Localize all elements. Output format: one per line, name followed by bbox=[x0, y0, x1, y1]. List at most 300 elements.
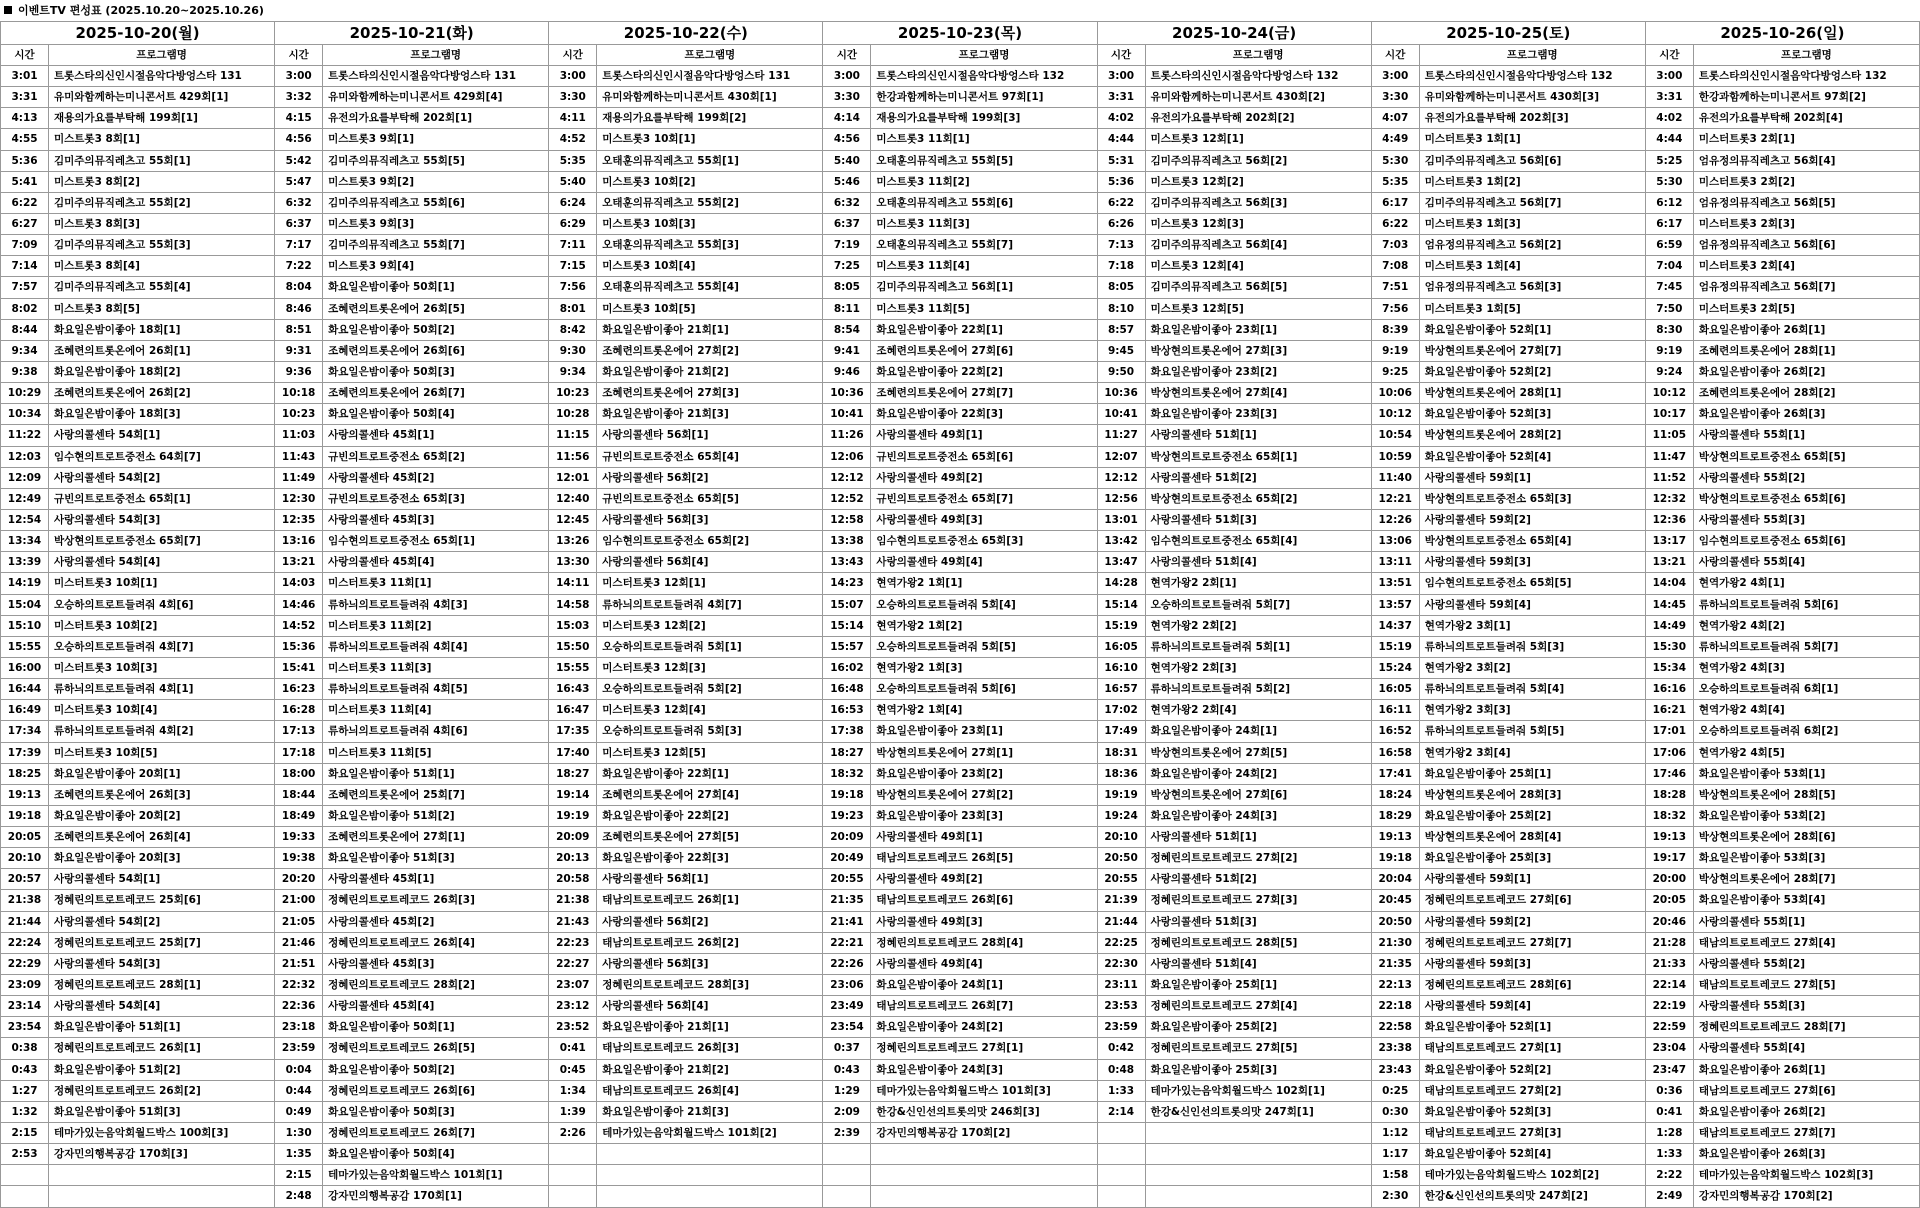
air-time: 13:51 bbox=[1372, 573, 1420, 593]
air-time: 23:43 bbox=[1372, 1060, 1420, 1080]
air-time: 3:00 bbox=[275, 66, 323, 86]
program-name: 임수현의트로트중전소 65회[4] bbox=[1150, 535, 1298, 548]
schedule-row bbox=[1646, 510, 1919, 531]
air-time: 20:55 bbox=[1098, 869, 1146, 889]
air-time: 3:31 bbox=[1098, 87, 1146, 107]
air-time: 13:30 bbox=[549, 552, 597, 572]
schedule-row bbox=[1, 1060, 274, 1081]
program-name: 사랑의콜센타 54회[4] bbox=[54, 556, 161, 569]
air-time: 2:39 bbox=[823, 1123, 871, 1143]
schedule-row bbox=[1646, 214, 1919, 235]
program-name: 화요일은밤이좋아 51회[3] bbox=[328, 852, 455, 865]
program-name: 조혜련의트롯온에어 27회[1] bbox=[328, 831, 465, 844]
program-name: 오승하의트로트들려줘 5회[5] bbox=[876, 640, 1016, 653]
program-name: 정혜린의트로트레코드 27회[2] bbox=[1150, 852, 1298, 865]
day-column bbox=[549, 22, 823, 1208]
time-column-header: 시간 bbox=[823, 45, 871, 65]
program-name: 태남의트로트레코드 26회[3] bbox=[602, 1042, 739, 1055]
program-name: 조혜련의트롯온에어 26회[4] bbox=[54, 831, 191, 844]
air-time: 14:23 bbox=[823, 573, 871, 593]
schedule-row bbox=[1098, 1081, 1371, 1102]
air-time: 23:12 bbox=[549, 996, 597, 1016]
air-time: 10:29 bbox=[1, 383, 49, 403]
air-time: 15:19 bbox=[1098, 616, 1146, 636]
schedule-row bbox=[1646, 996, 1919, 1017]
air-time: 12:26 bbox=[1372, 510, 1420, 530]
air-time: 16:16 bbox=[1646, 679, 1694, 699]
schedule-row bbox=[275, 764, 548, 785]
program-name: 태남의트로트레코드 26회[2] bbox=[602, 936, 739, 949]
air-time: 1:35 bbox=[275, 1144, 323, 1164]
schedule-row bbox=[823, 66, 1096, 87]
air-time: 16:02 bbox=[823, 658, 871, 678]
program-name: 조혜련의트롯온에어 28회[1] bbox=[1698, 344, 1836, 357]
air-time: 18:44 bbox=[275, 785, 323, 805]
air-time: 3:00 bbox=[1646, 66, 1694, 86]
schedule-row bbox=[549, 806, 822, 827]
air-time: 23:59 bbox=[1098, 1017, 1146, 1037]
program-name: 박상현의트롯온에어 27회[5] bbox=[1150, 746, 1288, 759]
air-time: 13:39 bbox=[1, 552, 49, 572]
air-time: 10:28 bbox=[549, 404, 597, 424]
program-name: 트롯스타의신인시절음악다방엉스타 132 bbox=[1698, 70, 1887, 82]
schedule-row bbox=[823, 743, 1096, 764]
program-name: 조혜련의트롯온에어 26회[2] bbox=[54, 387, 191, 400]
air-time: 20:09 bbox=[549, 827, 597, 847]
schedule-row bbox=[275, 510, 548, 531]
program-name: 엄유정의뮤직레츠고 56회[7] bbox=[1698, 281, 1836, 294]
air-time: 5:25 bbox=[1646, 151, 1694, 171]
program-name: 미스터트롯3 11회[1] bbox=[328, 577, 432, 590]
schedule-row bbox=[1372, 531, 1645, 552]
schedule-row bbox=[1646, 151, 1919, 172]
air-time: 10:36 bbox=[1098, 383, 1146, 403]
schedule-row bbox=[549, 235, 822, 256]
air-time: 10:23 bbox=[549, 383, 597, 403]
air-time bbox=[1098, 1144, 1146, 1164]
schedule-row bbox=[1, 1144, 274, 1165]
air-time: 5:30 bbox=[1372, 151, 1420, 171]
program-name: 미스트롯3 9회[3] bbox=[328, 217, 415, 230]
schedule-row bbox=[823, 1038, 1096, 1059]
program-name: 류하늬의트로트들려줘 5회[5] bbox=[1424, 725, 1565, 738]
air-time: 7:14 bbox=[1, 256, 49, 276]
air-time: 19:13 bbox=[1646, 827, 1694, 847]
program-name: 미스터트롯3 1회[4] bbox=[1424, 260, 1521, 273]
air-time: 23:59 bbox=[275, 1038, 323, 1058]
schedule-row bbox=[823, 912, 1096, 933]
air-time: 12:36 bbox=[1646, 510, 1694, 530]
program-name: 사랑의콜센타 45회[1] bbox=[328, 429, 435, 442]
program-name: 화요일은밤이좋아 24회[3] bbox=[1150, 809, 1278, 822]
air-time: 1:28 bbox=[1646, 1123, 1694, 1143]
program-name: 사랑의콜센타 55회[3] bbox=[1698, 1000, 1806, 1013]
air-time: 23:04 bbox=[1646, 1038, 1694, 1058]
air-time: 8:39 bbox=[1372, 320, 1420, 340]
page-title-text: 이벤트TV 편성표 (2025.10.20~2025.10.26) bbox=[18, 4, 264, 17]
column-header-row bbox=[275, 45, 548, 66]
schedule-row bbox=[275, 700, 548, 721]
air-time: 6:37 bbox=[823, 214, 871, 234]
program-name: 정혜린의트로트레코드 25회[7] bbox=[54, 936, 201, 949]
schedule-row bbox=[1, 383, 274, 404]
program-name: 강자민의행복공감 170회[1] bbox=[328, 1190, 462, 1203]
program-name: 미스트롯3 8회[1] bbox=[54, 133, 140, 146]
schedule-row bbox=[823, 235, 1096, 256]
schedule-row bbox=[1098, 743, 1371, 764]
schedule-row bbox=[1, 193, 274, 214]
schedule-row bbox=[1098, 1186, 1371, 1207]
schedule-row bbox=[823, 785, 1096, 806]
schedule-row bbox=[1646, 658, 1919, 679]
schedule-row bbox=[823, 552, 1096, 573]
program-name: 화요일은밤이좋아 50회[1] bbox=[328, 1021, 455, 1034]
air-time bbox=[549, 1144, 597, 1164]
program-name: 화요일은밤이좋아 23회[1] bbox=[876, 725, 1003, 738]
program-name: 미스터트롯3 10회[4] bbox=[54, 704, 158, 717]
air-time: 0:44 bbox=[275, 1081, 323, 1101]
air-time: 13:16 bbox=[275, 531, 323, 551]
schedule-row bbox=[1098, 573, 1371, 594]
program-name: 미스트롯3 12회[1] bbox=[1150, 133, 1244, 146]
schedule-row bbox=[549, 151, 822, 172]
air-time: 11:22 bbox=[1, 425, 49, 445]
program-name: 테마가있는음악회월드박스 101회[1] bbox=[328, 1169, 503, 1182]
schedule-row bbox=[1372, 1102, 1645, 1123]
air-time: 23:38 bbox=[1372, 1038, 1420, 1058]
schedule-row bbox=[275, 1060, 548, 1081]
air-time: 11:26 bbox=[823, 425, 871, 445]
program-name: 류하늬의트로트들려줘 4회[4] bbox=[328, 640, 468, 653]
schedule-row bbox=[1, 552, 274, 573]
schedule-row bbox=[549, 827, 822, 848]
air-time: 8:54 bbox=[823, 320, 871, 340]
schedule-row bbox=[823, 425, 1096, 446]
schedule-row bbox=[1372, 806, 1645, 827]
schedule-row bbox=[549, 489, 822, 510]
air-time: 18:28 bbox=[1646, 785, 1694, 805]
schedule-row bbox=[1, 1102, 274, 1123]
schedule-row bbox=[1098, 552, 1371, 573]
program-name: 임수현의트로트중전소 64회[7] bbox=[54, 450, 201, 463]
air-time: 11:47 bbox=[1646, 447, 1694, 467]
schedule-row bbox=[1098, 87, 1371, 108]
air-time: 16:11 bbox=[1372, 700, 1420, 720]
schedule-row bbox=[275, 1186, 548, 1207]
schedule-row bbox=[275, 827, 548, 848]
schedule-row bbox=[1, 616, 274, 637]
air-time: 5:41 bbox=[1, 172, 49, 192]
program-name: 화요일은밤이좋아 22회[3] bbox=[876, 408, 1003, 421]
air-time: 17:01 bbox=[1646, 721, 1694, 741]
air-time: 8:46 bbox=[275, 299, 323, 319]
program-name: 화요일은밤이좋아 53회[1] bbox=[1698, 767, 1826, 780]
air-time: 17:06 bbox=[1646, 743, 1694, 763]
air-time: 11:03 bbox=[275, 425, 323, 445]
air-time: 1:29 bbox=[823, 1081, 871, 1101]
air-time: 2:09 bbox=[823, 1102, 871, 1122]
schedule-row bbox=[275, 277, 548, 298]
program-name: 박상현의트롯온에어 27회[2] bbox=[876, 788, 1014, 801]
program-name: 김미주의뮤직레츠고 55회[1] bbox=[54, 154, 191, 167]
air-time: 21:05 bbox=[275, 912, 323, 932]
schedule-row bbox=[1646, 1186, 1919, 1207]
air-time: 20:04 bbox=[1372, 869, 1420, 889]
schedule-row bbox=[275, 1123, 548, 1144]
program-name: 박상현의트롯온에어 28회[2] bbox=[1424, 429, 1562, 442]
air-time: 8:02 bbox=[1, 299, 49, 319]
schedule-row bbox=[549, 679, 822, 700]
air-time: 7:17 bbox=[275, 235, 323, 255]
air-time: 13:57 bbox=[1372, 595, 1420, 615]
air-time: 4:55 bbox=[1, 129, 49, 149]
schedule-row bbox=[275, 489, 548, 510]
air-time: 7:19 bbox=[823, 235, 871, 255]
schedule-row bbox=[1, 66, 274, 87]
schedule-row bbox=[549, 552, 822, 573]
schedule-row bbox=[1372, 235, 1645, 256]
program-name: 박상현의트로트중전소 65회[4] bbox=[1424, 535, 1572, 548]
air-time: 14:03 bbox=[275, 573, 323, 593]
schedule-row bbox=[1098, 468, 1371, 489]
air-time: 7:09 bbox=[1, 235, 49, 255]
program-name: 태남의트로트레코드 26회[5] bbox=[876, 852, 1014, 865]
air-time: 22:13 bbox=[1372, 975, 1420, 995]
schedule-row bbox=[823, 510, 1096, 531]
schedule-row bbox=[275, 341, 548, 362]
program-name: 사랑의콜센타 49회[1] bbox=[876, 429, 983, 442]
program-name: 류하늬의트로트들려줘 4회[5] bbox=[328, 683, 468, 696]
schedule-row bbox=[1098, 616, 1371, 637]
program-name: 화요일은밤이좋아 53회[3] bbox=[1698, 852, 1826, 865]
program-name: 정혜린의트로트레코드 28회[3] bbox=[602, 979, 750, 992]
program-name: 미스터트롯3 10회[2] bbox=[54, 619, 158, 632]
schedule-row bbox=[1646, 721, 1919, 742]
program-name: 임수현의트로트중전소 65회[6] bbox=[1698, 535, 1846, 548]
program-name: 규빈의트로트중전소 65회[5] bbox=[602, 492, 739, 505]
air-time: 21:44 bbox=[1098, 912, 1146, 932]
program-name: 엄유정의뮤직레츠고 56회[2] bbox=[1424, 239, 1562, 252]
schedule-row bbox=[1098, 108, 1371, 129]
air-time: 4:49 bbox=[1372, 129, 1420, 149]
program-name: 화요일은밤이좋아 51회[1] bbox=[328, 767, 455, 780]
program-name: 화요일은밤이좋아 52회[4] bbox=[1424, 1148, 1552, 1161]
program-name: 태남의트로트레코드 26회[4] bbox=[602, 1084, 739, 1097]
program-name: 현역가왕2 3회[3] bbox=[1424, 704, 1511, 717]
program-name: 화요일은밤이좋아 20회[3] bbox=[54, 852, 181, 865]
schedule-row bbox=[1372, 425, 1645, 446]
schedule-row bbox=[1098, 721, 1371, 742]
program-name: 사랑의콜센타 59회[2] bbox=[1424, 915, 1531, 928]
program-name: 미스트롯3 10회[1] bbox=[602, 133, 696, 146]
program-name: 조혜련의트롯온에어 26회[1] bbox=[54, 344, 191, 357]
program-name: 화요일은밤이좋아 52회[3] bbox=[1424, 1105, 1552, 1118]
schedule-row bbox=[823, 1060, 1096, 1081]
schedule-row bbox=[1646, 341, 1919, 362]
air-time: 17:41 bbox=[1372, 764, 1420, 784]
program-name: 화요일은밤이좋아 22회[3] bbox=[602, 852, 729, 865]
air-time: 23:52 bbox=[549, 1017, 597, 1037]
schedule-row bbox=[1, 975, 274, 996]
program-name: 박상현의트롯온에어 28회[4] bbox=[1424, 831, 1562, 844]
program-name: 미스터트롯3 11회[2] bbox=[328, 619, 432, 632]
program-name: 화요일은밤이좋아 23회[2] bbox=[1150, 365, 1278, 378]
day-date-header: 2025-10-25(토) bbox=[1372, 22, 1645, 45]
program-name: 미스터트롯3 11회[4] bbox=[328, 704, 432, 717]
schedule-row bbox=[823, 383, 1096, 404]
schedule-row bbox=[1, 404, 274, 425]
program-name: 화요일은밤이좋아 53회[2] bbox=[1698, 809, 1826, 822]
program-name: 태남의트로트레코드 27회[7] bbox=[1698, 1127, 1836, 1140]
schedule-row bbox=[275, 172, 548, 193]
schedule-row bbox=[549, 341, 822, 362]
program-name: 태남의트로트레코드 26회[6] bbox=[876, 894, 1014, 907]
program-name: 화요일은밤이좋아 23회[2] bbox=[876, 767, 1003, 780]
schedule-row bbox=[1646, 764, 1919, 785]
schedule-row bbox=[549, 531, 822, 552]
air-time: 20:50 bbox=[1372, 912, 1420, 932]
air-time: 5:47 bbox=[275, 172, 323, 192]
program-name: 화요일은밤이좋아 50회[1] bbox=[328, 281, 455, 294]
schedule-row bbox=[823, 975, 1096, 996]
schedule-row bbox=[1372, 827, 1645, 848]
schedule-row bbox=[275, 616, 548, 637]
schedule-row bbox=[1372, 214, 1645, 235]
program-name: 화요일은밤이좋아 52회[2] bbox=[1424, 1063, 1552, 1076]
program-name: 류하늬의트로트들려줘 5회[1] bbox=[1150, 640, 1291, 653]
program-name: 류하늬의트로트들려줘 5회[2] bbox=[1150, 683, 1291, 696]
air-time: 16:21 bbox=[1646, 700, 1694, 720]
air-time: 14:19 bbox=[1, 573, 49, 593]
schedule-row bbox=[1646, 1102, 1919, 1123]
schedule-row bbox=[1, 277, 274, 298]
program-name: 규빈의트로트중전소 65회[1] bbox=[54, 492, 191, 505]
air-time: 23:54 bbox=[1, 1017, 49, 1037]
schedule-row bbox=[549, 320, 822, 341]
program-name: 조혜련의트롯온에어 27회[4] bbox=[602, 788, 739, 801]
schedule-row bbox=[549, 383, 822, 404]
program-name: 사랑의콜센타 45회[1] bbox=[328, 873, 435, 886]
program-name: 화요일은밤이좋아 25회[2] bbox=[1150, 1021, 1278, 1034]
air-time: 14:28 bbox=[1098, 573, 1146, 593]
air-time: 21:41 bbox=[823, 912, 871, 932]
air-time: 16:58 bbox=[1372, 743, 1420, 763]
program-name: 정혜린의트로트레코드 26회[4] bbox=[328, 936, 475, 949]
air-time: 8:30 bbox=[1646, 320, 1694, 340]
schedule-row bbox=[549, 277, 822, 298]
air-time: 23:06 bbox=[823, 975, 871, 995]
schedule-row bbox=[1372, 912, 1645, 933]
program-name: 박상현의트롯온에어 28회[1] bbox=[1424, 387, 1562, 400]
schedule-row bbox=[1646, 193, 1919, 214]
air-time: 3:31 bbox=[1646, 87, 1694, 107]
schedule-row bbox=[275, 954, 548, 975]
schedule-row bbox=[1098, 129, 1371, 150]
schedule-row bbox=[275, 679, 548, 700]
schedule-row bbox=[1372, 362, 1645, 383]
schedule-row bbox=[549, 1186, 822, 1207]
air-time: 0:49 bbox=[275, 1102, 323, 1122]
schedule-row bbox=[823, 827, 1096, 848]
schedule-row bbox=[275, 637, 548, 658]
air-time: 4:56 bbox=[275, 129, 323, 149]
schedule-row bbox=[1098, 700, 1371, 721]
schedule-row bbox=[1098, 1144, 1371, 1165]
program-name: 현역가왕2 4회[3] bbox=[1698, 661, 1785, 674]
air-time: 23:11 bbox=[1098, 975, 1146, 995]
program-name: 김미주의뮤직레츠고 56회[3] bbox=[1150, 196, 1288, 209]
program-name: 오승하의트로트들려줘 5회[3] bbox=[602, 725, 742, 738]
schedule-row bbox=[1098, 235, 1371, 256]
air-time: 8:05 bbox=[1098, 277, 1146, 297]
air-time: 9:34 bbox=[549, 362, 597, 382]
schedule-row bbox=[1, 1017, 274, 1038]
program-name: 유전의가요를부탁해 202회[3] bbox=[1424, 112, 1569, 125]
air-time: 16:43 bbox=[549, 679, 597, 699]
schedule-row bbox=[1372, 1060, 1645, 1081]
schedule-row bbox=[1098, 806, 1371, 827]
air-time: 8:05 bbox=[823, 277, 871, 297]
schedule-row bbox=[275, 468, 548, 489]
schedule-row bbox=[275, 235, 548, 256]
schedule-row bbox=[1098, 996, 1371, 1017]
program-name: 미스트롯3 8회[2] bbox=[54, 175, 140, 188]
air-time: 7:51 bbox=[1372, 277, 1420, 297]
air-time: 9:34 bbox=[1, 341, 49, 361]
day-date-header: 2025-10-21(화) bbox=[275, 22, 548, 45]
air-time: 7:11 bbox=[549, 235, 597, 255]
schedule-row bbox=[1646, 700, 1919, 721]
air-time: 13:47 bbox=[1098, 552, 1146, 572]
schedule-row bbox=[275, 869, 548, 890]
air-time: 16:10 bbox=[1098, 658, 1146, 678]
schedule-row bbox=[1372, 447, 1645, 468]
program-name: 정혜린의트로트레코드 28회[7] bbox=[1698, 1021, 1846, 1034]
schedule-row bbox=[549, 1038, 822, 1059]
program-name: 화요일은밤이좋아 21회[2] bbox=[602, 1063, 729, 1076]
schedule-row bbox=[823, 1102, 1096, 1123]
program-name: 조혜련의트롯온에어 27회[5] bbox=[602, 831, 739, 844]
air-time: 1:32 bbox=[1, 1102, 49, 1122]
schedule-row bbox=[823, 996, 1096, 1017]
schedule-row bbox=[1098, 531, 1371, 552]
air-time: 11:52 bbox=[1646, 468, 1694, 488]
air-time: 10:41 bbox=[823, 404, 871, 424]
air-time: 7:13 bbox=[1098, 235, 1146, 255]
air-time: 15:50 bbox=[549, 637, 597, 657]
air-time: 9:19 bbox=[1372, 341, 1420, 361]
schedule-row bbox=[1372, 172, 1645, 193]
air-time: 20:20 bbox=[275, 869, 323, 889]
program-name: 임수현의트로트중전소 65회[5] bbox=[1424, 577, 1572, 590]
schedule-row bbox=[1646, 362, 1919, 383]
schedule-row bbox=[275, 1038, 548, 1059]
program-name bbox=[597, 1186, 822, 1206]
schedule-row bbox=[275, 299, 548, 320]
air-time: 15:41 bbox=[275, 658, 323, 678]
schedule-row bbox=[1646, 975, 1919, 996]
schedule-row bbox=[1, 1038, 274, 1059]
air-time: 5:35 bbox=[549, 151, 597, 171]
schedule-row bbox=[1, 235, 274, 256]
program-name: 한강&신인선의트롯의맛 247회[1] bbox=[1150, 1105, 1314, 1118]
air-time: 1:17 bbox=[1372, 1144, 1420, 1164]
column-header-row bbox=[823, 45, 1096, 66]
program-name: 미스터트롯3 12회[2] bbox=[602, 619, 706, 632]
program-name: 화요일은밤이좋아 53회[4] bbox=[1698, 894, 1826, 907]
air-time: 15:10 bbox=[1, 616, 49, 636]
air-time: 8:44 bbox=[1, 320, 49, 340]
